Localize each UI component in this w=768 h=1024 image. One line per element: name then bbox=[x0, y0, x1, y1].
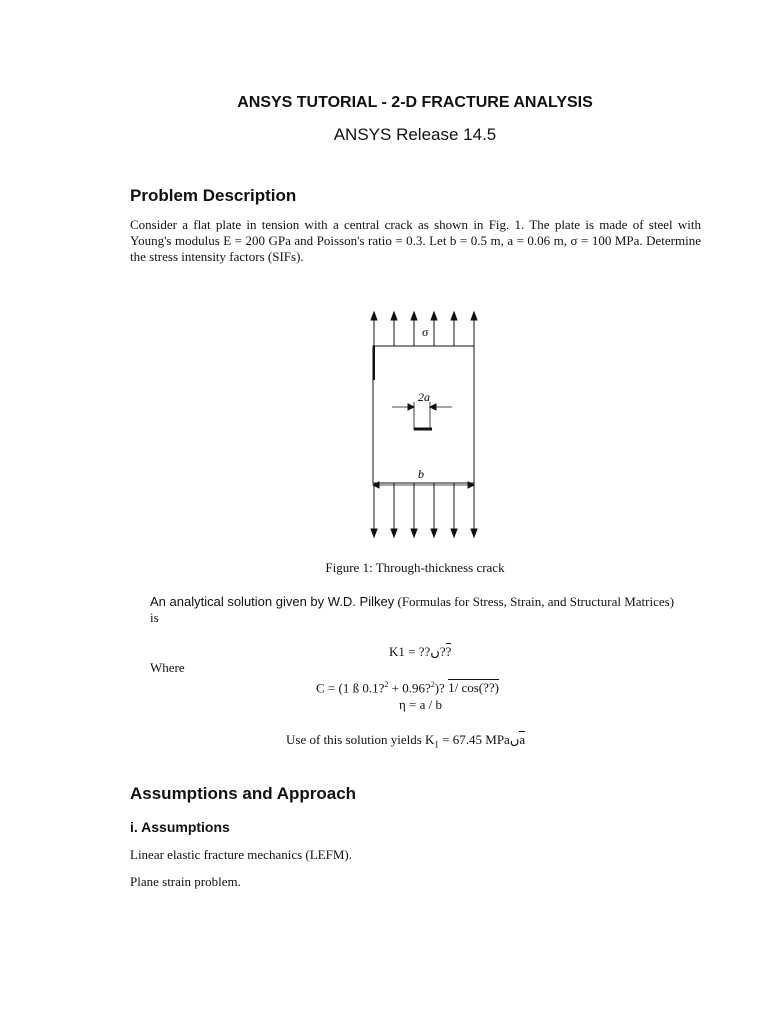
bottom-tension-arrows bbox=[371, 483, 477, 537]
assumptions-heading: Assumptions and Approach bbox=[130, 784, 357, 803]
document-subtitle: ANSYS Release 14.5 bbox=[333, 125, 497, 144]
result-value: = 67.45 MPaں bbox=[438, 732, 520, 747]
c-formula-sup1: 2 bbox=[384, 680, 389, 689]
c-formula-sup2: 2 bbox=[430, 680, 435, 689]
result-line bbox=[286, 732, 525, 750]
plate-outline bbox=[373, 346, 474, 483]
plate-width-label: b bbox=[418, 467, 424, 481]
solution-intro-serif: (Formulas for Stress, Strain, and Structural Matrices) bbox=[394, 594, 675, 609]
assumption-item-plane-strain: Plane strain problem. bbox=[130, 874, 241, 889]
c-formula-mid: + 0.96? bbox=[388, 680, 431, 696]
crack-length-label: 2a bbox=[418, 390, 430, 404]
where-label: Where bbox=[150, 660, 185, 675]
solution-intro bbox=[150, 594, 710, 610]
eta-formula: η = a / b bbox=[399, 697, 443, 712]
k1-formula bbox=[389, 644, 451, 660]
result-root: a bbox=[519, 732, 526, 747]
c-formula-right: )? bbox=[434, 680, 445, 696]
k1-formula-text: K1 = ??ں? bbox=[389, 644, 446, 659]
document-title: ANSYS TUTORIAL - 2-D FRACTURE ANALYSIS bbox=[237, 94, 593, 111]
solution-intro-sans: An analytical solution given by W.D. Pilkey bbox=[150, 594, 395, 609]
assumptions-subheading: i. Assumptions bbox=[130, 819, 230, 835]
result-sub: 1 bbox=[434, 739, 439, 750]
c-formula bbox=[316, 680, 499, 696]
c-formula-left: C = (1 ß 0.1? bbox=[316, 680, 385, 696]
figure-caption: Figure 1: Through-thickness crack bbox=[325, 560, 505, 575]
solution-intro-is: is bbox=[150, 610, 159, 625]
k1-formula-root: ? bbox=[445, 644, 452, 659]
result-text: Use of this solution yields K bbox=[286, 732, 435, 747]
problem-paragraph: Consider a flat plate in tension with a central crack as shown in Fig. 1. The plate is made of steel with Young's modulus E = 200 GPa and Poisson's ratio = 0.3. Let b = 0.5 m, a = 0.06 m, σ = 100 MPa. Determine the stress intensity factors (SIFs). bbox=[130, 217, 701, 264]
problem-heading: Problem Description bbox=[130, 186, 297, 205]
sigma-label: σ bbox=[422, 325, 429, 339]
assumption-item-lefm: Linear elastic fracture mechanics (LEFM). bbox=[130, 847, 352, 862]
crack-plate-figure bbox=[360, 308, 488, 548]
crack-dimension-arrows bbox=[392, 402, 452, 430]
c-formula-root: 1/ cos(??) bbox=[448, 680, 499, 696]
